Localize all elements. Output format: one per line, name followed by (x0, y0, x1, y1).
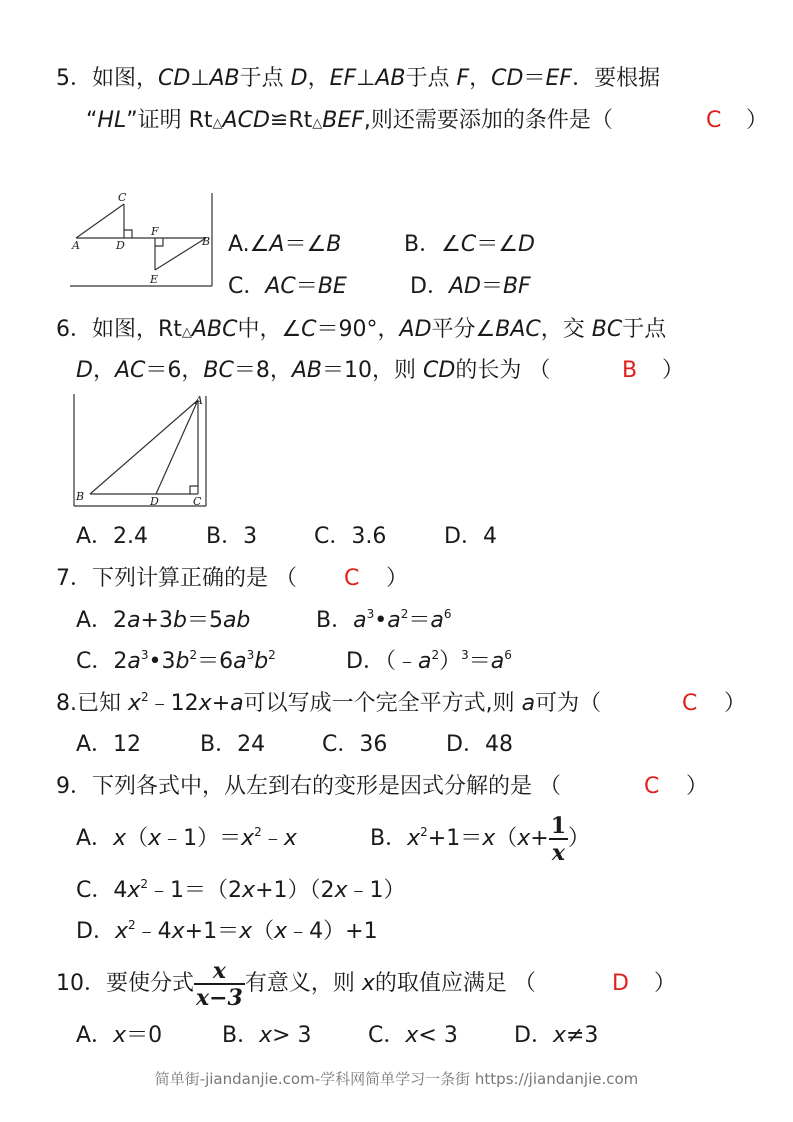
q9-text: （ (126, 826, 149, 851)
q7-answer: C (344, 566, 360, 591)
q7-exponent: 3 (246, 648, 255, 662)
q5-text: C． (228, 274, 266, 299)
q6-var: D (76, 358, 93, 383)
q5-text: ＝ (480, 274, 503, 299)
q7-text: ＝ (468, 649, 491, 674)
q6-option-b: B．3 (206, 524, 258, 549)
q7-text: B． (316, 608, 354, 633)
q9-var: x (407, 826, 421, 851)
q5-text: ＝∠ (476, 232, 518, 257)
q6-text: ＝10，则 (322, 358, 424, 383)
q9-exponent: 2 (140, 877, 149, 891)
q9-var: x (283, 826, 297, 851)
q9-option-b (370, 806, 590, 872)
q6-text: 于点 (622, 317, 667, 342)
q5-text: ， (469, 66, 492, 91)
q9-var: x (113, 826, 127, 851)
q5-option-b (404, 230, 535, 260)
segment-ac (76, 204, 124, 238)
right-angle-mark-c (190, 486, 198, 494)
q5-stem-line1 (56, 64, 660, 94)
q5-stem-line2 (86, 106, 613, 139)
q8-var: x (127, 691, 142, 716)
q8-close-paren: ） (724, 691, 747, 716)
q9-answer: C (644, 774, 660, 799)
q7-var: a (353, 608, 367, 633)
q9-var: x (114, 919, 128, 944)
q10-var: x (552, 1023, 566, 1048)
q9-var: x (148, 826, 162, 851)
q8-option-a: A．12 (76, 732, 142, 757)
q7-text: A．2 (76, 608, 128, 633)
fraction-numerator: 1 (550, 812, 567, 839)
q9-var: x (334, 878, 348, 903)
q6-var: AD (399, 317, 432, 342)
label-b: B (202, 235, 211, 248)
q8-answer: C (682, 691, 698, 716)
q7-var: a (127, 649, 141, 674)
q6-text: ＝90°， (316, 317, 400, 342)
q5-figure (66, 190, 216, 290)
q5-text: ⊥ (356, 66, 376, 91)
label-a: A (72, 239, 80, 252)
q7-exponent: 2 (268, 648, 276, 662)
q10-text: D． (514, 1023, 553, 1048)
q10-fraction (194, 957, 245, 1011)
q5-var: BE (317, 274, 347, 299)
q7-exponent: 2 (189, 648, 198, 662)
q9-var: x (127, 878, 141, 903)
q5-text: ．要根据 (572, 66, 661, 91)
q9-var: x (517, 826, 531, 851)
q7-option-d (346, 647, 512, 677)
q5-text: 5．如图， (56, 66, 158, 91)
q6-option-d: D．4 (444, 524, 497, 549)
q10-var: x (405, 1023, 419, 1048)
q5-var: EF (329, 66, 357, 91)
q5-text: ， (307, 66, 330, 91)
right-angle-mark-d (124, 230, 132, 238)
fraction-numerator: x (212, 957, 226, 984)
q8-option-d: D．48 (446, 732, 513, 757)
q5-text: B．∠ (404, 232, 461, 257)
q10-text: 的取值应满足 （ (374, 971, 536, 996)
q10-option-a (76, 1021, 162, 1051)
q5-var: EF (545, 66, 573, 91)
q5-var: B (326, 232, 342, 257)
q7-text: C．2 (76, 649, 128, 674)
triangle-symbol: △ (181, 325, 192, 340)
q8-text: + (211, 691, 231, 716)
q6-var: BAC (495, 317, 541, 342)
q8-var: a (230, 691, 244, 716)
q5-var: A (269, 232, 285, 257)
label-d: D (116, 239, 125, 252)
q8-var: x (198, 691, 212, 716)
q5-text: “ (86, 108, 98, 133)
q7-exponent: 2 (431, 648, 440, 662)
q6-text: ＝6， (145, 358, 204, 383)
q5-answer: C (706, 108, 722, 133)
label-e: E (150, 273, 159, 286)
q6-stem-line2 (76, 356, 550, 386)
q9-fraction (549, 812, 568, 866)
q9-text: A． (76, 826, 114, 851)
triangle-symbol: △ (312, 116, 323, 131)
q5-text: ＝ (523, 66, 546, 91)
q5-text: ⊥ (190, 66, 210, 91)
label-d: D (150, 495, 159, 508)
q8-text: 可以写成一个完全平方式,则 (243, 691, 522, 716)
q5-text: Rt (288, 108, 313, 133)
q7-text: ＝5 (186, 608, 223, 633)
q6-close-paren: ） (662, 358, 685, 383)
q9-text: ﹣ (261, 826, 284, 851)
page-footer: 简单街-jiandanjie.com-学科网简单学习一条街 https://jiandanjie.com (154, 1070, 639, 1088)
q7-text: D．（﹣ (346, 649, 418, 674)
q7-exponent: 6 (504, 648, 512, 662)
q6-var: ABC (191, 317, 238, 342)
q8-exponent: 2 (141, 690, 149, 704)
q5-text: ＝ (295, 274, 318, 299)
q9-close-paren: ） (686, 774, 709, 799)
q5-var: AB (209, 66, 240, 91)
q8-option-c: C．36 (322, 732, 388, 757)
q5-var: C (460, 232, 477, 257)
q8-text: 8.已知 (56, 691, 128, 716)
fraction-denominator: x (549, 838, 568, 864)
q7-var: b (172, 608, 187, 633)
q5-var: CD (158, 66, 191, 91)
q9-var: x (274, 919, 288, 944)
q5-text: ,则还需要添加的条件是（ (363, 108, 613, 133)
q9-option-a (76, 824, 297, 854)
q5-var: AD (448, 274, 481, 299)
q9-exponent: 2 (254, 825, 262, 839)
q5-var: ACD (222, 108, 270, 133)
q7-text: +3 (140, 608, 173, 633)
segment-ba (90, 400, 198, 494)
q7-var: a (490, 649, 505, 674)
q7-exponent: 6 (443, 607, 452, 621)
q7-text: ＝6 (197, 649, 234, 674)
q7-option-c (76, 647, 276, 677)
q6-text: ，交 (540, 317, 592, 342)
q10-text: ＝0 (126, 1023, 163, 1048)
q5-var: AB (375, 66, 406, 91)
q9-var: x (242, 878, 256, 903)
q5-var: F (456, 66, 470, 91)
q6-option-c: C．3.6 (314, 524, 387, 549)
q9-stem: 9．下列各式中，从左到右的变形是因式分解的是 （ (56, 774, 561, 799)
congruent-symbol: ≌ (269, 108, 289, 133)
q9-var: x (239, 919, 253, 944)
q6-text: 6．如图，Rt (56, 317, 182, 342)
q5-text: ＝∠ (284, 232, 327, 257)
q7-exponent: 3 (140, 648, 149, 662)
q10-text: C． (368, 1023, 406, 1048)
q9-exponent: 2 (127, 918, 136, 932)
segment-ad (156, 400, 198, 494)
label-c: C (118, 191, 127, 204)
q7-option-b (316, 606, 451, 636)
q6-text: 中，∠ (237, 317, 302, 342)
q7-var: a (387, 608, 401, 633)
q9-text: （ (252, 919, 275, 944)
q5-option-d (410, 272, 531, 302)
q10-text: A． (76, 1023, 114, 1048)
q10-text: 10．要使分式 (56, 971, 194, 996)
q7-text: •3 (148, 649, 176, 674)
q9-option-c (76, 876, 406, 906)
q9-option-d (76, 917, 378, 947)
q9-text: D． (76, 919, 115, 944)
q9-text: + (530, 826, 549, 851)
q10-text: 有意义，则 (244, 971, 362, 996)
q10-option-d (514, 1021, 598, 1051)
q7-var: a (233, 649, 247, 674)
q5-var: D (290, 66, 308, 91)
label-a: A (195, 394, 203, 407)
q7-stem: 7．下列计算正确的是 （ (56, 566, 297, 591)
q7-text: • (374, 608, 388, 633)
q7-var: a (430, 608, 444, 633)
q9-text: ） (568, 826, 591, 851)
q6-text: 平分∠ (431, 317, 496, 342)
label-f: F (151, 225, 159, 238)
q6-var: BC (591, 317, 623, 342)
q6-answer: B (622, 358, 638, 383)
right-angle-mark-f (155, 238, 163, 246)
q7-var: b (175, 649, 190, 674)
q6-text: 的长为 （ (455, 358, 551, 383)
q6-stem-line1 (56, 315, 666, 348)
q7-option-a (76, 606, 250, 636)
q5-var: BF (502, 274, 531, 299)
q10-text: > 3 (272, 1023, 312, 1048)
q7-var: a (127, 608, 141, 633)
q5-close-paren: ） (746, 108, 769, 133)
q10-option-b (222, 1021, 312, 1051)
q5-option-c (228, 272, 347, 302)
q10-text: ≠3 (565, 1023, 599, 1048)
q8-var: a (521, 691, 536, 716)
q10-option-c (368, 1021, 458, 1051)
q10-var: x (259, 1023, 273, 1048)
q5-var: AC (265, 274, 296, 299)
q10-var: x (361, 971, 375, 996)
q7-close-paren: ） (386, 566, 409, 591)
q7-exponent: 3 (366, 607, 375, 621)
q9-var: x (171, 919, 185, 944)
q6-var: AB (291, 358, 323, 383)
q7-var: ab (222, 608, 251, 633)
q9-var: x (482, 826, 496, 851)
q10-close-paren: ） (654, 971, 677, 996)
q8-option-b: B．24 (200, 732, 266, 757)
q10-text: < 3 (418, 1023, 458, 1048)
q5-var: BEF (322, 108, 364, 133)
q7-text: ） (439, 649, 462, 674)
q9-text: +1＝ (184, 919, 240, 944)
q6-figure (72, 392, 212, 510)
q5-var: D (517, 232, 535, 257)
label-c: C (193, 495, 202, 508)
q8-stem (56, 689, 601, 719)
q7-var: a (417, 649, 432, 674)
q5-text: A.∠ (228, 232, 270, 257)
fraction-denominator: x−3 (196, 984, 243, 1011)
q9-text: （ (495, 826, 518, 851)
q9-var: x (241, 826, 255, 851)
label-b: B (76, 490, 85, 503)
q9-text: ﹣1＝（2 (148, 878, 243, 903)
q9-text: ﹣1）＝ (161, 826, 242, 851)
q6-option-a: A．2.4 (76, 524, 149, 549)
q7-exponent: 3 (461, 648, 469, 662)
q6-text: ＝8， (233, 358, 292, 383)
q9-text: C．4 (76, 878, 128, 903)
q9-text: +1＝ (427, 826, 483, 851)
q5-option-a (228, 230, 341, 260)
q6-var: AC (114, 358, 146, 383)
q5-text: ”证明 Rt (126, 108, 213, 133)
q10-answer: D (612, 971, 629, 996)
q9-text: +1）（2 (255, 878, 335, 903)
q8-text: ﹣12 (148, 691, 199, 716)
q6-var: CD (423, 358, 456, 383)
q7-exponent: 2 (400, 607, 409, 621)
q5-var: HL (97, 108, 127, 133)
q10-text: B． (222, 1023, 260, 1048)
q10-stem (56, 950, 536, 1018)
q5-text: 于点 (239, 66, 291, 91)
q9-exponent: 2 (420, 825, 428, 839)
q7-text: ＝ (408, 608, 431, 633)
triangle-symbol: △ (212, 116, 223, 131)
q8-text: 可为（ (535, 691, 602, 716)
q7-var: b (254, 649, 269, 674)
q9-text: ﹣4）+1 (287, 919, 378, 944)
q5-var: CD (491, 66, 524, 91)
q6-var: BC (203, 358, 234, 383)
q9-text: B． (370, 826, 408, 851)
q5-text: 于点 (405, 66, 457, 91)
q9-text: ﹣4 (135, 919, 172, 944)
q6-var: C (301, 317, 317, 342)
q5-text: D． (410, 274, 449, 299)
q10-var: x (113, 1023, 127, 1048)
q9-text: ﹣1） (347, 878, 406, 903)
q6-text: ， (92, 358, 115, 383)
